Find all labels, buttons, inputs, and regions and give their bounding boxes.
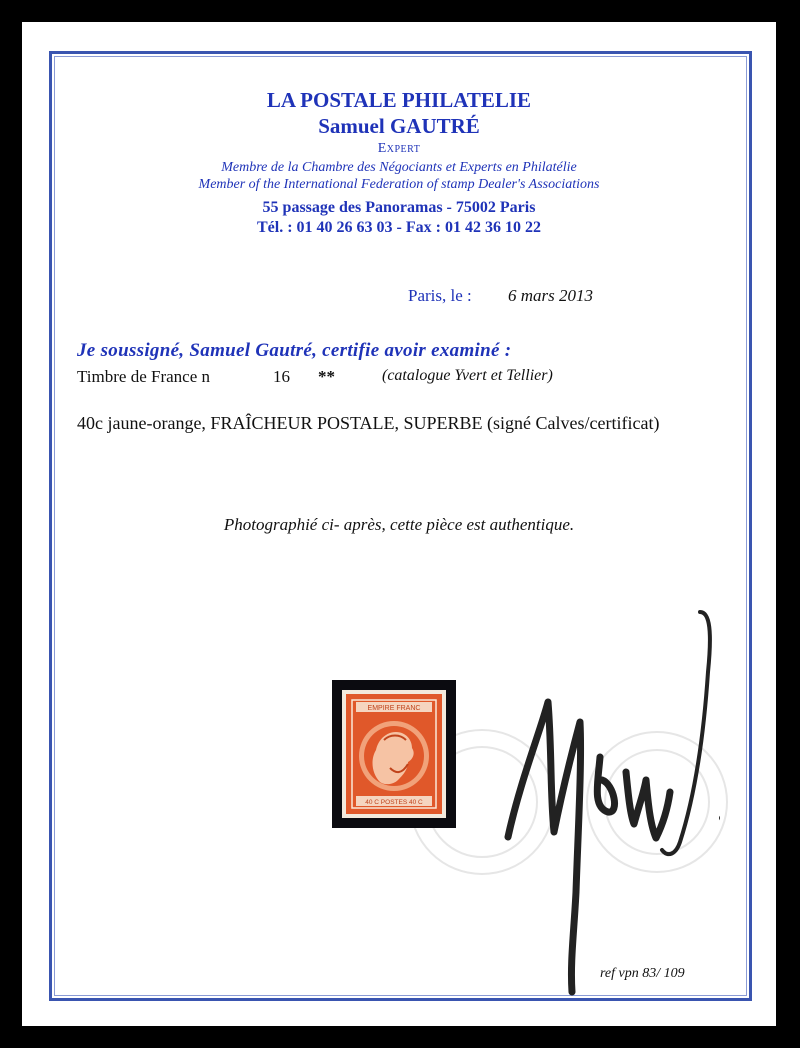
svg-text:EMPIRE FRANC: EMPIRE FRANC <box>367 705 421 712</box>
expert-name: Samuel GAUTRÉ <box>318 114 480 138</box>
item-grade: ** <box>318 367 335 386</box>
company-name: LA POSTALE PHILATELIE <box>266 88 532 112</box>
dateline-place: Paris, le : <box>408 286 472 305</box>
handwritten-signature <box>490 592 720 1002</box>
reference-number: ref vpn 83/ 109 <box>600 966 685 981</box>
membership-en: Member of the International Federation of stamp Dealer's Associations <box>198 177 600 192</box>
membership-fr: Membre de la Chambre des Négociants et Experts en Philatélie <box>221 160 577 175</box>
stamp-photo <box>332 680 456 828</box>
dateline-date: 6 mars 2013 <box>508 286 594 305</box>
item-label: Timbre de France n <box>77 367 210 386</box>
stamp-image <box>342 690 446 818</box>
item-number: 16 <box>273 367 290 386</box>
expert-title: Expert <box>377 141 421 156</box>
address: 55 passage des Panoramas - 75002 Paris <box>262 199 536 216</box>
certificate-sheet <box>22 22 776 1026</box>
stamp-description: 40c jaune-orange, FRAÎCHEUR POSTALE, SUPERBE (signé Calves/certificat) <box>77 413 660 433</box>
certification-statement: Je soussigné, Samuel Gautré, certifie avoir examiné : <box>77 340 512 361</box>
authenticity-note: Photographié ci- après, cette pièce est authentique. <box>223 515 575 534</box>
catalogue-ref: (catalogue Yvert et Tellier) <box>382 367 553 384</box>
phone-fax: Tél. : 01 40 26 63 03 - Fax : 01 42 36 10 22 <box>257 219 541 236</box>
svg-text:40 C POSTES 40 C: 40 C POSTES 40 C <box>365 799 423 806</box>
